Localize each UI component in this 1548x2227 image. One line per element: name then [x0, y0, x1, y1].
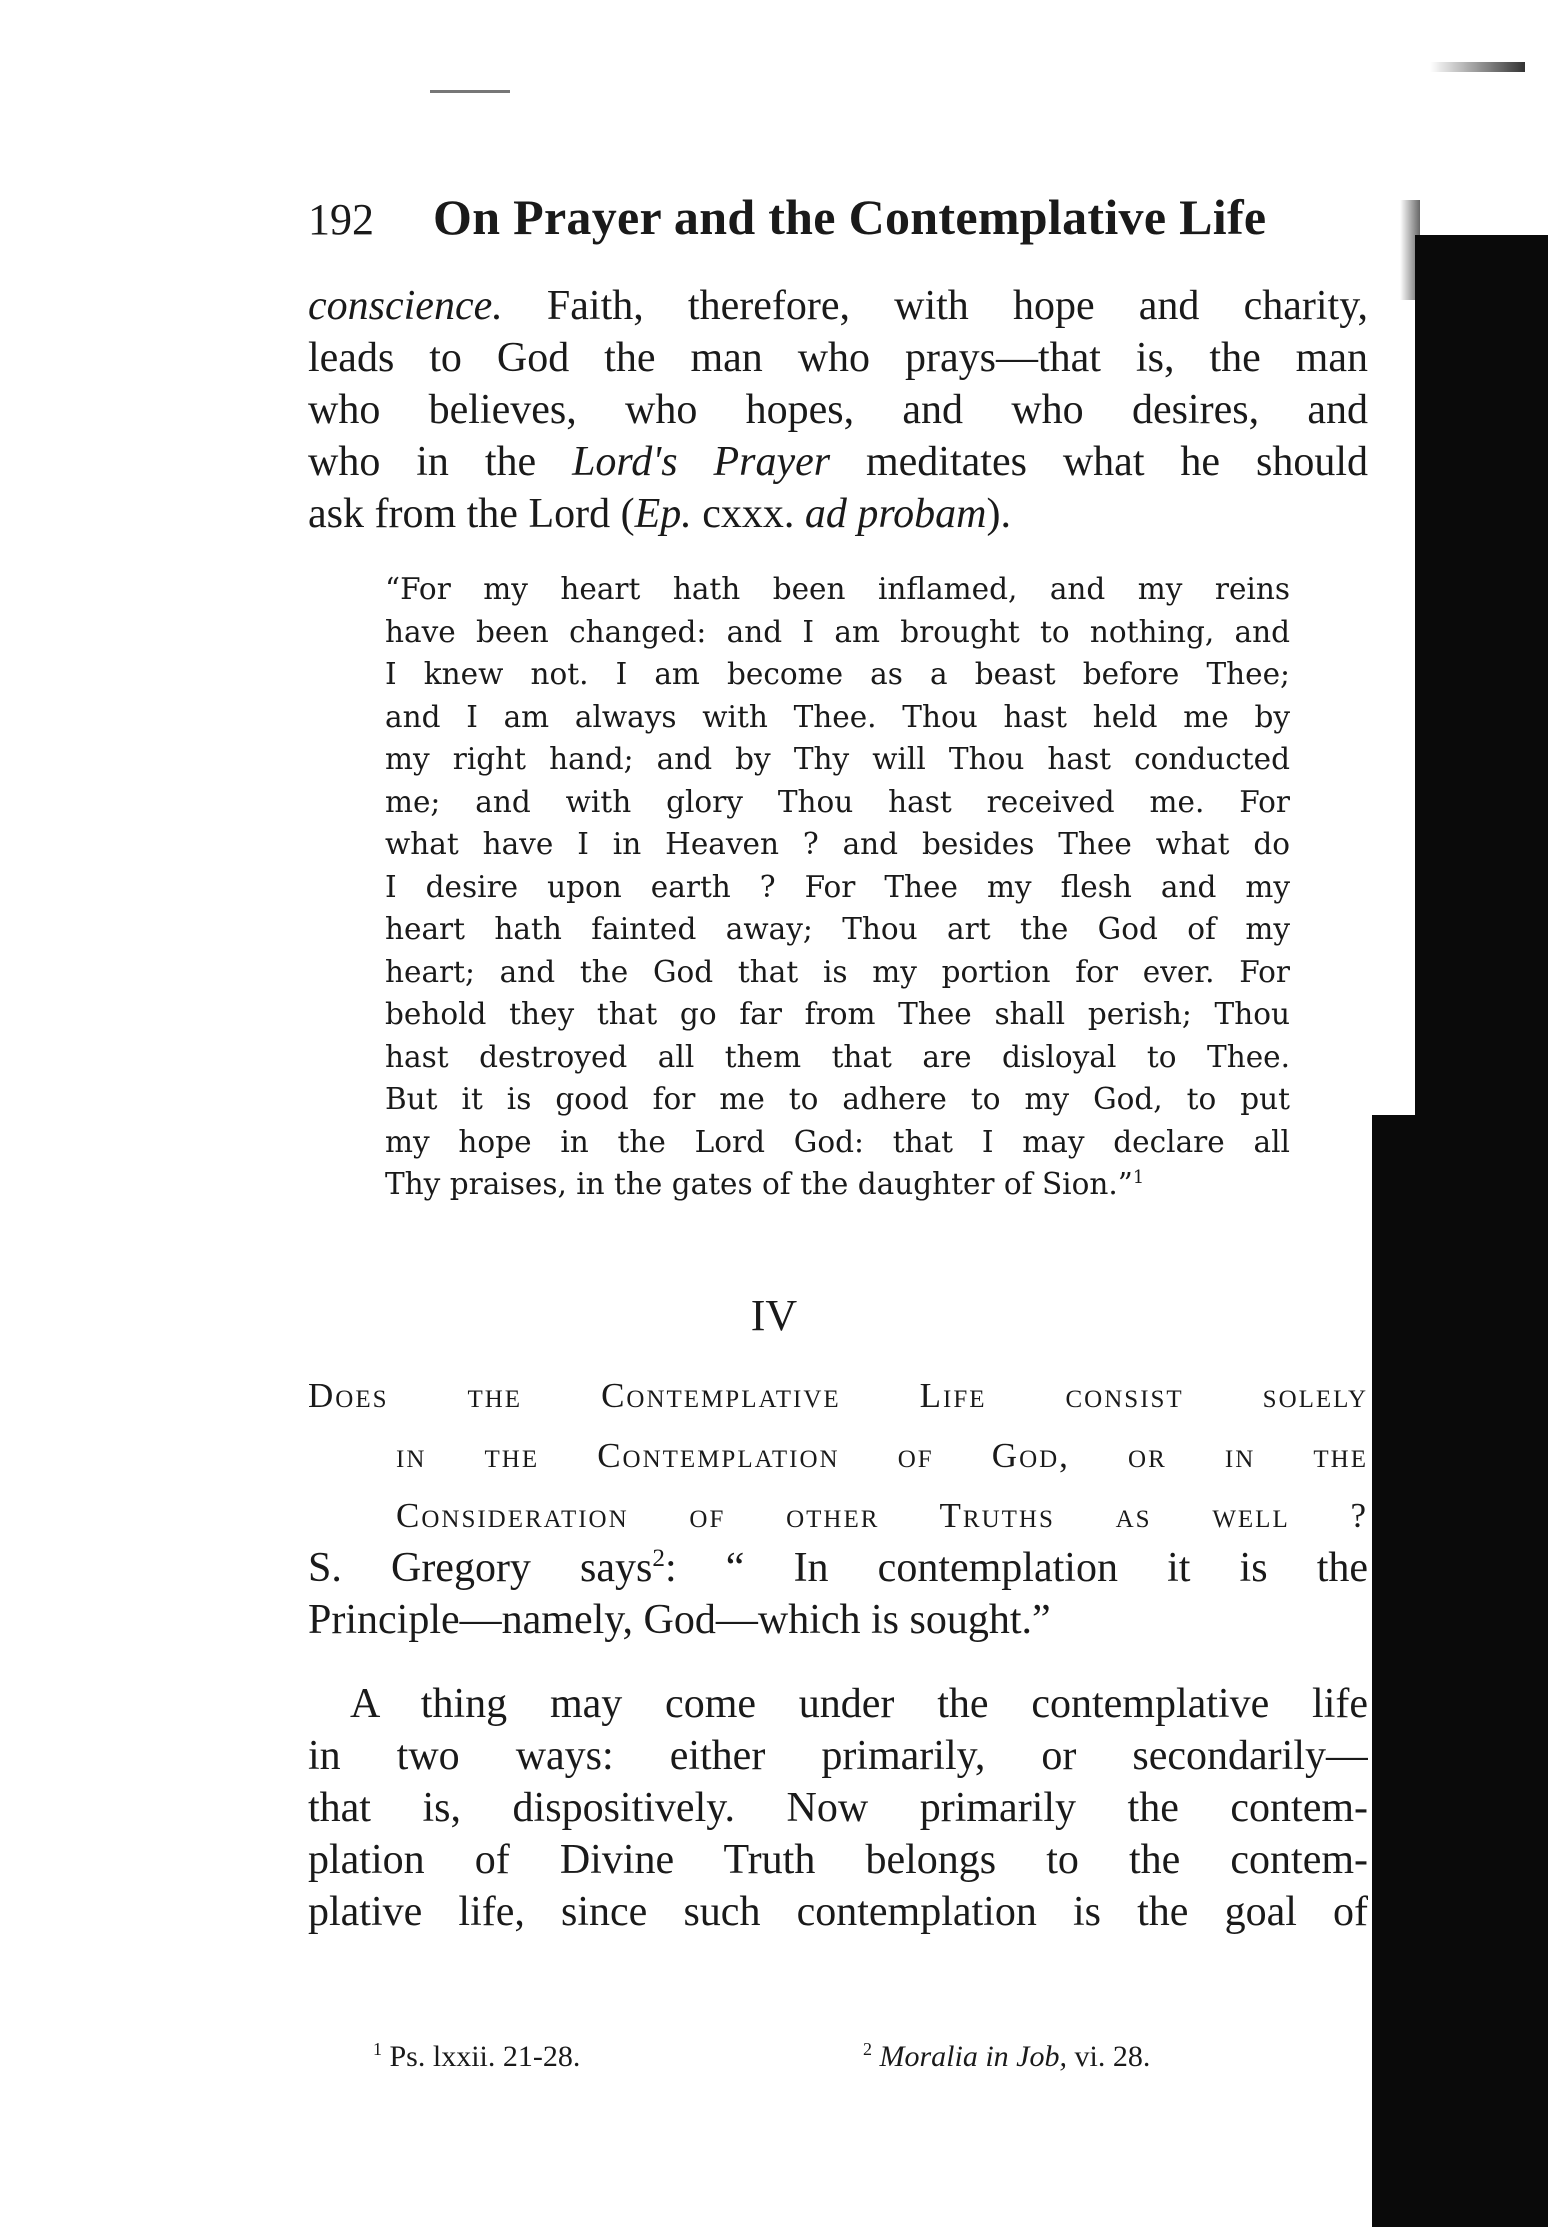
footnote-ref[interactable]: 2 [652, 1545, 665, 1572]
quote-line: I desire upon earth ? For Thee my flesh and my [385, 869, 1290, 904]
quote-line: hast destroyed all them that are disloyal to Thee. [385, 1039, 1290, 1074]
scan-edge-shadow [1372, 1115, 1548, 2227]
text-line: conscience. Faith, therefore, with hope and charity, [308, 283, 1368, 329]
section-title-line: Consideration of other Truths as well ? [396, 1496, 1368, 1535]
text-line: who believes, who hopes, and who desires, and [308, 387, 1368, 433]
paragraph-3 [308, 1678, 1368, 1938]
text-line: Principle—namely, God—which is sought.” [308, 1597, 1051, 1643]
paragraph-2 [308, 1542, 1368, 1646]
block-quote [385, 568, 1290, 1206]
quote-line: what have I in Heaven ? and besides Thee what do [385, 827, 1290, 861]
scan-edge-shadow [1415, 235, 1548, 1115]
scan-mark [1430, 62, 1525, 72]
section-title-line: Does the Contemplative Life consist solely [308, 1376, 1368, 1415]
paragraph-1 [308, 280, 1368, 540]
text-line: that is, dispositively. Now primarily the contem- [308, 1785, 1368, 1831]
quote-line: my right hand; and by Thy will Thou hast conducted [385, 742, 1290, 776]
scan-mark [430, 90, 510, 93]
footnote-2: $^2$ Moralia in Job, vi. 28. [863, 2039, 1151, 2073]
quote-line: But it is good for me to adhere to my God, to put [385, 1082, 1290, 1116]
section-number: IV [750, 1291, 798, 1340]
text-line: who in the Lord's Prayer meditates what he should [308, 439, 1368, 485]
text-line: plation of Divine Truth belongs to the contem- [308, 1837, 1368, 1883]
text-line: ask from the Lord (Ep. cxxx. ad probam). [308, 491, 1012, 537]
quote-line: Thy praises, in the gates of the daughter of Sion.”$^1$ [385, 1167, 1145, 1201]
text-line: in two ways: either primarily, or secondarily— [308, 1733, 1368, 1779]
footnote-ref[interactable]: 1 [1132, 1168, 1145, 1189]
footnotes [373, 2040, 1293, 2086]
quote-line: have been changed: and I am brought to nothing, and [385, 614, 1290, 649]
section-title [308, 1366, 1368, 1546]
text-line: A thing may come under the contemplative life [350, 1681, 1368, 1727]
footnote-1: $^1$ Ps. lxxii. 21-28. [373, 2039, 581, 2073]
text-line: leads to God the man who prays—that is, the man [308, 335, 1368, 381]
quote-line: heart; and the God that is my portion for ever. For [385, 954, 1290, 989]
quote-line: my hope in the Lord God: that I may declare all [385, 1124, 1290, 1159]
running-header [308, 188, 1358, 258]
quote-line: me; and with glory Thou hast received me. For [385, 784, 1290, 819]
quote-line: “For my heart hath been inflamed, and my reins [385, 572, 1290, 606]
section-title-line: in the Contemplation of God, or in the [396, 1436, 1368, 1475]
quote-line: behold they that go far from Thee shall perish; Thou [385, 997, 1290, 1031]
text-line: S. Gregory says$^2$: “ In contemplation it is the [308, 1545, 1368, 1591]
quote-line: I knew not. I am become as a beast before Thee; [385, 657, 1290, 691]
text-line: plative life, since such contemplation is the goal of [308, 1889, 1368, 1935]
quote-line: and I am always with Thee. Thou hast held me by [385, 699, 1290, 734]
page-number: 192 [308, 195, 374, 244]
running-title: On Prayer and the Contemplative Life [433, 189, 1267, 245]
quote-line: heart hath fainted away; Thou art the God of my [385, 912, 1290, 946]
